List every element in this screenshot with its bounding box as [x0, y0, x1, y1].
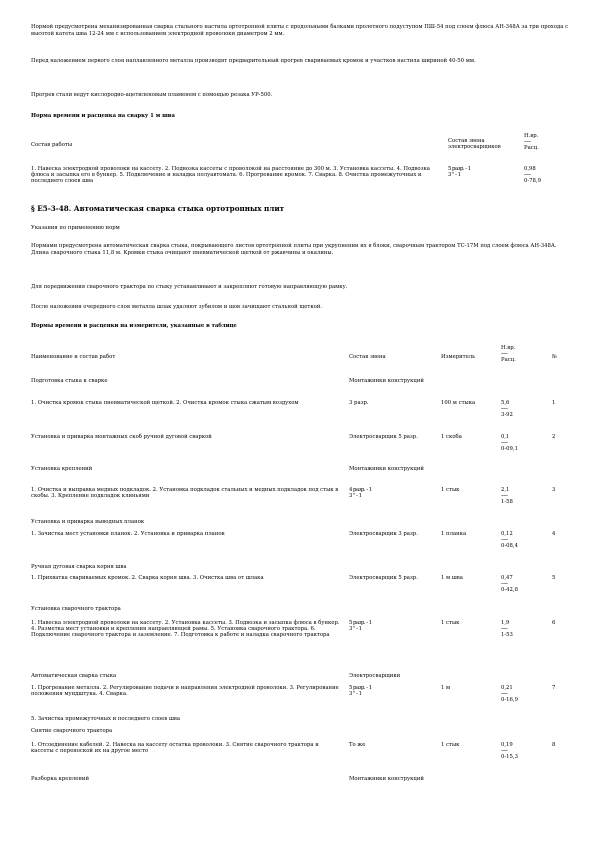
t2-row-norm-rate [501, 531, 541, 550]
t2-row-dashes: ----- [501, 406, 508, 413]
section-instructions-heading: Указания по применению норм [31, 225, 120, 231]
t2-row-norm: 0,21 [501, 685, 513, 691]
intro-paragraph-2: Перед наложением первого слоя наплавленного металла производят предварительный прогрев свариваемых кромок и участков настила шириной 40-50 мм. [31, 58, 476, 64]
section-title: § Е5-3-48. Автоматическая сварка стыка ортотропных плит [31, 204, 285, 213]
t2-row-name: 1. Навеска электродной проволоки на кассету. 2. Установка кассеты. 3. Подвозка и засыпка флюса в бункер. 4. Разметка мест установки и крепления направляющей рамы. 5. Установка сварочного трактора. 6. Подключение сварочного трактора и заземление. 7. Подготовка к работе и наладка сварочного трактора [31, 620, 340, 639]
t2-row-name: Установка сварочного трактора [31, 606, 121, 612]
t2-row-norm-rate [501, 620, 541, 639]
t2-row-name: 1. Отсоединение кабелей. 2. Навеска на кассету остатка проволоки. 3. Снятие сварочного трактора и кассеты с переноской их на другое место [31, 742, 319, 755]
t2-row-rate: 0-08,4 [501, 543, 518, 550]
t1-row-crew-1: 5 разр. - 1 [448, 166, 471, 172]
t2-row-norm-rate [501, 400, 541, 419]
section-paragraph-2: Для передвижения сварочного трактора по стыку устанавливают и закрепляют готовую направляющую рамку. [31, 284, 348, 290]
t2-row-unit: 1 стык [441, 620, 460, 626]
t1-header-norm: Н.вр. [524, 133, 539, 139]
t2-row-dashes: ----- [501, 691, 508, 698]
t2-row-crew-2: 3 " - 1 [349, 691, 362, 698]
t2-row-crew: Монтажники конструкций [349, 378, 424, 384]
t1-header-norm-rate [524, 133, 564, 152]
t2-row-norm: 0,1 [501, 434, 510, 440]
t2-row-number: 8 [552, 742, 556, 748]
t2-row-crew-1: 5 разр. - 1 [349, 685, 372, 691]
t2-row-name: Автоматическая сварка стыка [31, 673, 117, 679]
t2-row-unit: 1 м [441, 685, 451, 691]
t2-header-number: № [552, 354, 558, 360]
t2-row-number: 5 [552, 575, 556, 581]
t2-row-dashes: ----- [501, 440, 508, 447]
t2-row-unit: 1 планка [441, 531, 467, 537]
t2-row-rate: 1-53 [501, 632, 513, 639]
t2-row-dashes: ----- [501, 537, 508, 544]
t1-header-crew: Состав звена электросварщиков [448, 138, 501, 151]
t2-row-name: Снятие сварочного трактора [31, 728, 113, 734]
t2-row-number: 3 [552, 487, 556, 493]
t2-row-crew [349, 620, 437, 632]
t2-row-name: Разборка креплений [31, 776, 89, 782]
t2-row-crew [349, 487, 437, 499]
t1-header-dashes: ----- [524, 139, 531, 146]
t2-row-norm-rate [501, 434, 541, 453]
t1-header-rate: Расц. [524, 145, 539, 152]
t2-row-crew: Электросварщики [349, 673, 401, 679]
t2-row-norm: 0,12 [501, 531, 513, 537]
t2-row-name: 1. Прогревание металла. 2. Регулирование подачи и направления электродной проволоки. 3. Регулирование положения мундштука. 4. Сварка. [31, 685, 339, 698]
t1-header-work: Состав работы [31, 142, 73, 148]
t2-header-norm: Н.вр. [501, 345, 516, 351]
t2-row-crew-2: 3 " - 1 [349, 626, 362, 633]
t2-row-crew: Электросварщик 5 разр. [349, 575, 418, 581]
t2-header-rate: Расц. [501, 357, 516, 364]
t2-row-number: 6 [552, 620, 556, 626]
t2-row-name: Подготовка стыка к сварке [31, 378, 108, 384]
t2-row-name: 1. Прихватка свариваемых кромок. 2. Сварка корня шва. 3. Очистка шва от шлака [31, 575, 264, 581]
t2-row-norm-rate [501, 575, 541, 594]
norm-caption-1: Норма времени и расценка на сварку 1 м шва [31, 113, 175, 119]
t2-row-dashes: ----- [501, 493, 508, 500]
t2-row-name: 5. Зачистка промежуточных и последнего слоев шва [31, 716, 181, 722]
t2-row-rate: 1-58 [501, 499, 513, 506]
t2-row-number: 2 [552, 434, 556, 440]
intro-paragraph-1: Нормой предусмотрена механизированная сварка стального настила ортотропной плиты с продольными балками пролетного подуступом ПШ-54 под слоем флюса АН-348А за три прохода с высотой катета шва 12-24 мм с использованием электродной проволоки диаметром 2 мм. [31, 24, 569, 38]
t2-row-crew: То же [349, 742, 366, 748]
t2-row-number: 7 [552, 685, 556, 691]
t2-row-name: Установка и приварка выводных планок [31, 519, 145, 525]
t2-header-norm-rate [501, 345, 541, 364]
t2-row-rate: 0-09,1 [501, 446, 518, 453]
t2-row-unit: 1 скоба [441, 434, 462, 440]
t2-row-crew: Монтажники конструкций [349, 466, 424, 472]
t2-header-unit: Измеритель [441, 354, 475, 360]
t2-row-unit: 1 стык [441, 742, 460, 748]
t2-row-rate: 3-92 [501, 412, 513, 419]
t2-row-crew: 3 разр. [349, 400, 369, 406]
t2-row-name: 1. Очистка и выправка медных подкладок. 2. Установка подкладок стальных и медных подкладок под стык в скобы. 3. Крепление подкладок клиньями [31, 487, 339, 500]
section-paragraph-3: После наложения очередного слоя металла шлак удаляют зубилом и шов зачищают стальной щеткой. [31, 304, 323, 310]
t1-row-norm-rate [524, 166, 564, 185]
t2-row-number: 1 [552, 400, 556, 406]
section-paragraph-1: Нормами предусмотрена автоматическая сварка стыка, покрывающего листов ортотропной плиты при укрупнении их в блоки, сварочным трактором ТС-17М под слоем флюса АН-348А. Длина сварочного стыка 11,8 м. Кромки стыка очищают пневматической щеткой от ржавчины и окалины. [31, 243, 557, 257]
intro-paragraph-3: Прогрев стали ведут кислородно-ацетиленовым пламенем с помощью резака УР-500. [31, 92, 273, 98]
t2-row-norm: 5,6 [501, 400, 510, 406]
t1-row-work: 1. Навеска электродной проволоки на кассету. 2. Подвозка кассеты с проволокой на расстояние до 300 м. 3. Установка кассеты. 4. Подвозка флюса и засыпка его в бункер. 5. Подключение и наладка полуавтомата. 6. Прогревание кромок. 7. Сварка. 8. Очистка промежуточных и последнего слоев шва [31, 166, 430, 185]
t2-row-norm: 0,19 [501, 742, 513, 748]
t2-row-norm: 0,47 [501, 575, 513, 581]
t2-row-norm-rate [501, 487, 541, 506]
t2-header-dashes: ----- [501, 351, 508, 358]
t2-row-unit: 100 м стыка [441, 400, 476, 406]
t2-row-crew-1: 5 разр. - 1 [349, 620, 372, 626]
t2-row-rate: 0-16,9 [501, 697, 518, 704]
norm-caption-2: Нормы времени и расценки на измерители, указанные в таблице [31, 323, 237, 329]
t2-row-dashes: ----- [501, 581, 508, 588]
t2-row-rate: 0-42,8 [501, 587, 518, 594]
t2-row-dashes: ----- [501, 626, 508, 633]
t1-row-crew [448, 166, 518, 178]
t2-row-norm-rate [501, 742, 541, 761]
t2-row-unit: 1 стык [441, 487, 460, 493]
t2-row-name: Ручная дуговая сварка корня шва [31, 564, 127, 570]
t2-row-crew-1: 4 разр. - 1 [349, 487, 372, 493]
t2-row-crew: Электросварщик 3 разр. [349, 531, 418, 537]
t1-row-dashes: ----- [524, 172, 531, 179]
t2-row-number: 4 [552, 531, 556, 537]
t1-row-crew-2: 3 " - 1 [448, 172, 461, 179]
t2-header-crew: Состав звена [349, 354, 386, 360]
t1-row-rate: 0-78,9 [524, 178, 541, 185]
t2-row-norm: 1,9 [501, 620, 510, 626]
t2-row-name: Установка и приварка монтажных скоб ручной дуговой сваркой [31, 434, 212, 440]
t2-row-name: 1. Очистка кромок стыка пневматической щеткой. 2. Очистка кромок стыка сжатым воздухом [31, 400, 299, 406]
t2-row-unit: 1 м шва [441, 575, 463, 581]
t2-row-norm: 2,1 [501, 487, 510, 493]
t2-row-name: 1. Зачистка мест установки планок. 2. Установка и приварка планок [31, 531, 225, 537]
t2-row-crew: Электросварщик 5 разр. [349, 434, 418, 440]
t2-row-dashes: ----- [501, 748, 508, 755]
t2-row-crew [349, 685, 437, 697]
t2-row-crew: Монтажники конструкций [349, 776, 424, 782]
t2-row-norm-rate [501, 685, 541, 704]
t2-header-name: Наименование и состав работ [31, 354, 116, 360]
t2-row-crew-2: 3 " - 1 [349, 493, 362, 500]
t2-row-rate: 0-15,3 [501, 754, 518, 761]
t1-row-norm: 0,98 [524, 166, 536, 172]
t2-row-name: Установка креплений [31, 466, 93, 472]
